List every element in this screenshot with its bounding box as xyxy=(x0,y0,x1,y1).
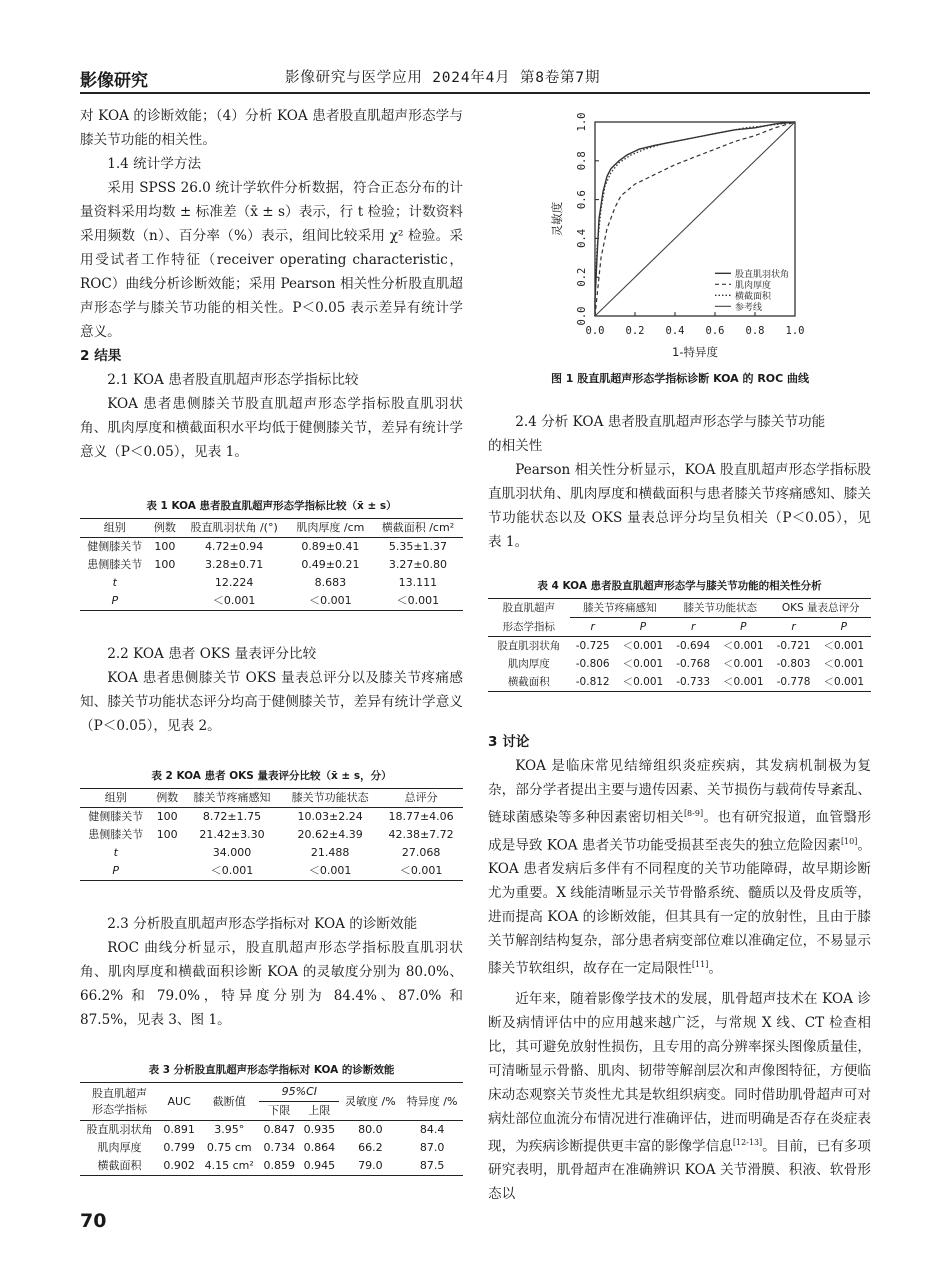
table-cell: ＜0.001 xyxy=(723,658,764,670)
table-header: 例数 xyxy=(150,519,181,538)
table-cell: ＜0.001 xyxy=(716,673,770,692)
table-cell: -0.694 xyxy=(676,640,711,652)
table-header: 下限 xyxy=(259,1102,299,1121)
table-cell: -0.812 xyxy=(570,673,616,692)
table-row xyxy=(488,673,871,692)
table-cell: ＜0.001 xyxy=(817,673,871,692)
table-cell: -0.733 xyxy=(670,673,716,692)
table-header: 膝关节功能状态 xyxy=(670,599,770,618)
table-cell: 健侧膝关节 xyxy=(87,540,143,553)
heading-2-1: 2.1 KOA 患者股直肌超声形态学指标比较 xyxy=(107,372,359,388)
table-cell: ＜0.001 xyxy=(183,862,281,881)
table-cell: 8.683 xyxy=(314,576,347,589)
table-row xyxy=(80,1121,463,1140)
table-cell: 0.864 xyxy=(303,1141,336,1154)
paragraph-3a xyxy=(488,754,871,981)
table-header: 股直肌超声 xyxy=(488,599,570,618)
table-cell: 27.068 xyxy=(401,846,441,859)
table-cell: 3.28±0.71 xyxy=(205,558,264,571)
table-cell: 0.49±0.21 xyxy=(301,558,360,571)
left-column-2-2 xyxy=(80,642,463,738)
table-cell: 79.0 xyxy=(339,1157,401,1176)
table-cell: 100 xyxy=(156,810,178,823)
stat-paragraph: 采用 SPSS 26.0 统计学软件分析数据，符合正态分布的计量资料采用均数 ± 标准差（x̄ ± s）表示，行 t 检验；计数资料采用频数（n）、百分率（%）表示，组间比较采用 χ² 检验。采用受试者工作特征（receiver operating characteristic，ROC）曲线分析诊断效能；采用 Pearson 相关性分析股直肌超声形态学与膝关节功能的相关性。P＜0.05 表示差异有统计学意义。 xyxy=(80,180,463,340)
table-3-caption: 表 3 分析股直肌超声形态学指标对 KOA 的诊断效能 xyxy=(148,1064,395,1076)
left-column xyxy=(80,104,463,464)
table-header: P xyxy=(616,618,670,637)
table-row xyxy=(80,556,463,574)
table-header: OKS 量表总评分 xyxy=(770,599,871,618)
table-cell: ＜0.001 xyxy=(622,640,664,652)
table-cell: 肌肉厚度 xyxy=(507,658,550,670)
table-cell: 42.38±7.72 xyxy=(388,828,454,841)
table-row xyxy=(488,655,871,673)
table-row xyxy=(80,826,463,844)
table-cell: ＜0.001 xyxy=(373,592,463,611)
table-cell: 12.224 xyxy=(214,576,254,589)
table-cell: ＜0.001 xyxy=(379,862,463,881)
table-cell: ＜0.001 xyxy=(823,640,865,652)
heading-discussion: 3 讨论 xyxy=(488,734,530,750)
table-cell: 66.2 xyxy=(358,1141,383,1154)
x-tick-label: 0.0 xyxy=(585,325,605,337)
table-cell: P xyxy=(80,862,151,881)
figure-1 xyxy=(485,104,875,404)
heading-2-4: 2.4 分析 KOA 患者股直肌超声形态学与膝关节功能 xyxy=(515,414,826,430)
table-cell xyxy=(151,862,182,881)
table-3 xyxy=(80,1062,463,1176)
table-cell: 股直肌羽状角 xyxy=(86,1123,153,1136)
table-cell: ＜0.001 xyxy=(180,592,288,611)
x-tick-label: 0.6 xyxy=(705,325,725,337)
table-header xyxy=(80,1083,159,1121)
legend-label: 参考线 xyxy=(735,302,763,313)
journal-name: 影像研究 xyxy=(80,71,148,91)
citation: [8-9] xyxy=(683,809,704,818)
table-cell: 横截面积 xyxy=(488,673,570,692)
table-cell: 0.75 cm xyxy=(206,1141,252,1154)
table-cell: -0.721 xyxy=(776,640,811,652)
table-header: 膝关节疼痛感知 xyxy=(570,599,670,618)
table-header: P xyxy=(716,618,770,637)
citation: [11] xyxy=(691,960,709,970)
table-cell: 100 xyxy=(154,558,176,571)
table-row xyxy=(488,637,871,656)
x-tick-label: 1.0 xyxy=(785,325,805,337)
table-cell: P xyxy=(80,592,150,611)
table-header: 95%CI xyxy=(259,1083,339,1102)
table-cell: 8.72±1.75 xyxy=(202,810,262,823)
table-cell: 80.0 xyxy=(358,1123,383,1136)
table-cell: 20.62±4.39 xyxy=(297,828,363,841)
table-cell: 0.891 xyxy=(163,1123,195,1136)
heading-2-3: 2.3 分析股直肌超声形态学指标对 KOA 的诊断效能 xyxy=(107,916,418,932)
table-row xyxy=(80,1139,463,1157)
paragraph-3b xyxy=(488,987,871,1207)
table-cell: 患侧膝关节 xyxy=(88,828,144,841)
table-row xyxy=(80,808,463,827)
x-tick-label: 0.8 xyxy=(745,325,765,337)
legend-label: 股直肌羽状角 xyxy=(735,269,790,280)
table-row xyxy=(80,844,463,862)
table-2 xyxy=(80,768,463,881)
legend-label: 肌肉厚度 xyxy=(735,280,772,291)
table-header: 灵敏度 /% xyxy=(339,1083,401,1121)
table-cell: 0.799 xyxy=(163,1141,195,1154)
table-cell: 5.35±1.37 xyxy=(388,540,448,553)
text-run: 近年来，随着影像学技术的发展，肌骨超声技术在 KOA 诊断及病情评估中的应用越来越广泛，与常规 X 线、CT 检查相比，其可避免放射性损伤，且专用的高分辨率探头图像质量佳，可清晰显示骨骼、肌肉、韧带等解剖层次和声像图特征，方便临床动态观察关节炎性尤其是软组织病变。同时借助肌骨超声可对病灶部位血流分布情况进行准确评估，进而明确是否存在炎症表现，为疾病诊断提供更丰富的影像学信息 xyxy=(488,990,871,1155)
table-cell: 4.15 cm² xyxy=(199,1157,259,1176)
table-cell: 10.03±2.24 xyxy=(297,810,363,823)
table-4-grid xyxy=(488,598,871,692)
table-4-caption: 表 4 KOA 患者股直肌超声形态学与膝关节功能的相关性分析 xyxy=(537,580,822,592)
table-cell: ＜0.001 xyxy=(288,592,373,611)
table-cell: 13.111 xyxy=(398,576,438,589)
table-header-line: 形态学指标 xyxy=(92,1102,148,1116)
table-cell: 0.902 xyxy=(159,1157,199,1176)
table-header: 形态学指标 xyxy=(488,618,570,637)
right-column xyxy=(488,410,871,554)
table-cell: 0.89±0.41 xyxy=(301,540,360,553)
table-cell: -0.725 xyxy=(575,640,610,652)
right-column-discussion xyxy=(488,730,871,1206)
table-cell: -0.803 xyxy=(776,658,811,670)
y-axis-label: 灵敏度 xyxy=(550,201,564,237)
table-2-caption: 表 2 KOA 患者 OKS 量表评分比较（x̄ ± s，分） xyxy=(151,770,392,782)
page-number: 70 xyxy=(80,1210,107,1232)
table-cell: 3.27±0.80 xyxy=(388,558,448,571)
table-cell: ＜0.001 xyxy=(616,673,670,692)
table-cell: -0.806 xyxy=(575,658,610,670)
table-row xyxy=(80,1157,463,1176)
table-header: 组别 xyxy=(80,519,150,538)
roc-chart xyxy=(485,104,875,372)
text-run: 。KOA 患者发病后多伴有不同程度的关节功能障碍，故早期诊断尤为重要。X 线能清晰显示关节骨骼系统、髓质以及骨皮质等，进而提高 KOA 的诊断效能，但其具有一定的放射性，且由于膝关节解剖结构复杂，部分患者病变部位难以准确定位，不易显示膝关节软组织，故存在一定局限性 xyxy=(488,837,871,977)
table-cell: t xyxy=(113,846,118,859)
citation: [10] xyxy=(840,836,858,846)
table-header: 膝关节功能状态 xyxy=(281,789,379,808)
table-cell: 4.72±0.94 xyxy=(205,540,264,553)
table-header: 上限 xyxy=(299,1102,339,1121)
table-cell: 84.4 xyxy=(419,1123,445,1136)
table-1 xyxy=(80,498,463,611)
table-row xyxy=(80,574,463,592)
table-cell: 100 xyxy=(154,540,176,553)
table-cell: 横截面积 xyxy=(80,1157,159,1176)
intro-paragraph: 对 KOA 的诊断效能；（4）分析 KOA 患者股直肌超声形态学与膝关节功能的相关性。 xyxy=(80,108,463,148)
heading-results: 2 结果 xyxy=(80,348,122,364)
table-cell: 患侧膝关节 xyxy=(87,558,143,571)
legend-label: 横截面积 xyxy=(735,291,772,302)
y-tick-label: 1.0 xyxy=(576,112,588,132)
table-cell: 21.42±3.30 xyxy=(199,828,265,841)
table-cell: t xyxy=(112,576,117,589)
citation: [12-13] xyxy=(732,1137,763,1147)
text-run: 。目前，已有多项研究表明，肌骨超声在准确辨识 KOA 关节滑膜、积液、软骨形态以 xyxy=(488,1138,871,1203)
issue-info: 影像研究与医学应用 2024年4月 第8卷第7期 xyxy=(285,70,601,86)
table-cell: 股直肌羽状角 xyxy=(497,640,561,652)
header-rule xyxy=(80,92,870,94)
y-tick-label: 0.8 xyxy=(576,151,588,171)
table-cell: 3.95° xyxy=(214,1123,245,1136)
table-header: 横截面积 /cm² xyxy=(373,519,463,538)
heading-2-2: 2.2 KOA 患者 OKS 量表评分比较 xyxy=(107,646,317,662)
text-run: 。也有研究报道，血管翳形成是导致 KOA 患者关节功能受损甚至丧失的独立危险因素 xyxy=(488,809,872,854)
paragraph-2-2: KOA 患者患侧膝关节 OKS 量表总评分以及膝关节疼痛感知、膝关节功能状态评分均高于健侧膝关节，差异有统计学意义（P＜0.05），见表 2。 xyxy=(80,670,463,734)
table-2-grid xyxy=(80,788,463,881)
x-tick-label: 0.4 xyxy=(665,325,685,337)
paragraph-2-1: KOA 患者患侧膝关节股直肌超声形态学指标股直肌羽状角、肌肉厚度和横截面积水平均低于健侧膝关节，差异有统计学意义（P＜0.05），见表 1。 xyxy=(80,396,463,460)
table-cell: 100 xyxy=(156,828,178,841)
table-cell: 肌肉厚度 xyxy=(97,1141,142,1154)
table-cell: 0.859 xyxy=(259,1157,299,1176)
x-axis-label: 1-特异度 xyxy=(672,345,718,359)
heading-1-4: 1.4 统计学方法 xyxy=(107,156,202,172)
table-header: r xyxy=(570,618,616,637)
table-row xyxy=(80,862,463,881)
table-cell: 0.847 xyxy=(263,1123,296,1136)
table-cell: 34.000 xyxy=(212,846,252,859)
table-cell: 0.945 xyxy=(299,1157,339,1176)
table-header: P xyxy=(817,618,871,637)
y-tick-label: 0.2 xyxy=(576,267,588,287)
paragraph-2-4: Pearson 相关性分析显示，KOA 股直肌超声形态学指标股直肌羽状角、肌肉厚度和横截面积与患者膝关节疼痛感知、膝关节功能状态以及 OKS 量表总评分均呈负相关（P＜0.05），见表 1。 xyxy=(488,462,871,550)
table-cell: -0.768 xyxy=(676,658,711,670)
table-header-line: 股直肌超声 xyxy=(92,1086,148,1100)
y-tick-label: 0.0 xyxy=(576,306,588,326)
table-header: 总评分 xyxy=(379,789,463,808)
paragraph-2-3: ROC 曲线分析显示，股直肌超声形态学指标股直肌羽状角、肌肉厚度和横截面积诊断 KOA 的灵敏度分别为 80.0%、66.2% 和 79.0%，特异度分别为 84.4%、87.0% 和 87.5%，见表 3、图 1。 xyxy=(80,940,463,1028)
table-cell: 0.734 xyxy=(263,1141,296,1154)
figure-1-caption: 图 1 股直肌超声形态学指标诊断 KOA 的 ROC 曲线 xyxy=(550,372,810,385)
table-header: 肌肉厚度 /cm xyxy=(288,519,373,538)
table-1-caption: 表 1 KOA 患者股直肌超声形态学指标比较（x̄ ± s） xyxy=(146,500,397,512)
table-header: 组别 xyxy=(80,789,151,808)
table-cell: ＜0.001 xyxy=(723,640,764,652)
table-header: 例数 xyxy=(151,789,182,808)
y-tick-label: 0.4 xyxy=(576,228,588,248)
table-header: 特异度 /% xyxy=(401,1083,463,1121)
table-3-grid xyxy=(80,1082,463,1176)
table-cell xyxy=(150,592,181,611)
table-header: AUC xyxy=(159,1083,199,1121)
table-cell: 87.5 xyxy=(401,1157,463,1176)
table-cell: ＜0.001 xyxy=(281,862,379,881)
x-tick-label: 0.2 xyxy=(625,325,645,337)
table-4 xyxy=(488,578,871,692)
table-1-grid xyxy=(80,518,463,611)
table-header: r xyxy=(670,618,716,637)
table-header: r xyxy=(770,618,816,637)
table-row xyxy=(80,538,463,557)
table-cell: 21.488 xyxy=(310,846,350,859)
text-run: 。 xyxy=(708,960,722,977)
table-cell: ＜0.001 xyxy=(823,658,865,670)
table-header: 膝关节疼痛感知 xyxy=(183,789,281,808)
table-row xyxy=(80,592,463,611)
table-cell xyxy=(151,844,182,862)
table-cell: 87.0 xyxy=(419,1141,445,1154)
table-cell: ＜0.001 xyxy=(622,658,664,670)
table-cell: 18.77±4.06 xyxy=(388,810,454,823)
table-header: 截断值 xyxy=(199,1083,259,1121)
table-cell xyxy=(150,574,181,592)
left-column-2-3 xyxy=(80,912,463,1032)
table-cell: 0.935 xyxy=(303,1123,336,1136)
y-tick-label: 0.6 xyxy=(576,190,588,210)
table-header: 股直肌羽状角 /(°) xyxy=(180,519,288,538)
table-cell: 健侧膝关节 xyxy=(88,810,144,823)
heading-2-4-cont: 的相关性 xyxy=(488,438,543,454)
text-run: KOA 是临床常见结缔组织炎症疾病，其发病机制极为复杂，部分学者提出主要与遗传因素、关节损伤与载荷传导紊乱、链球菌感染等多种因素密切相关 xyxy=(488,758,871,826)
table-cell: -0.778 xyxy=(770,673,816,692)
